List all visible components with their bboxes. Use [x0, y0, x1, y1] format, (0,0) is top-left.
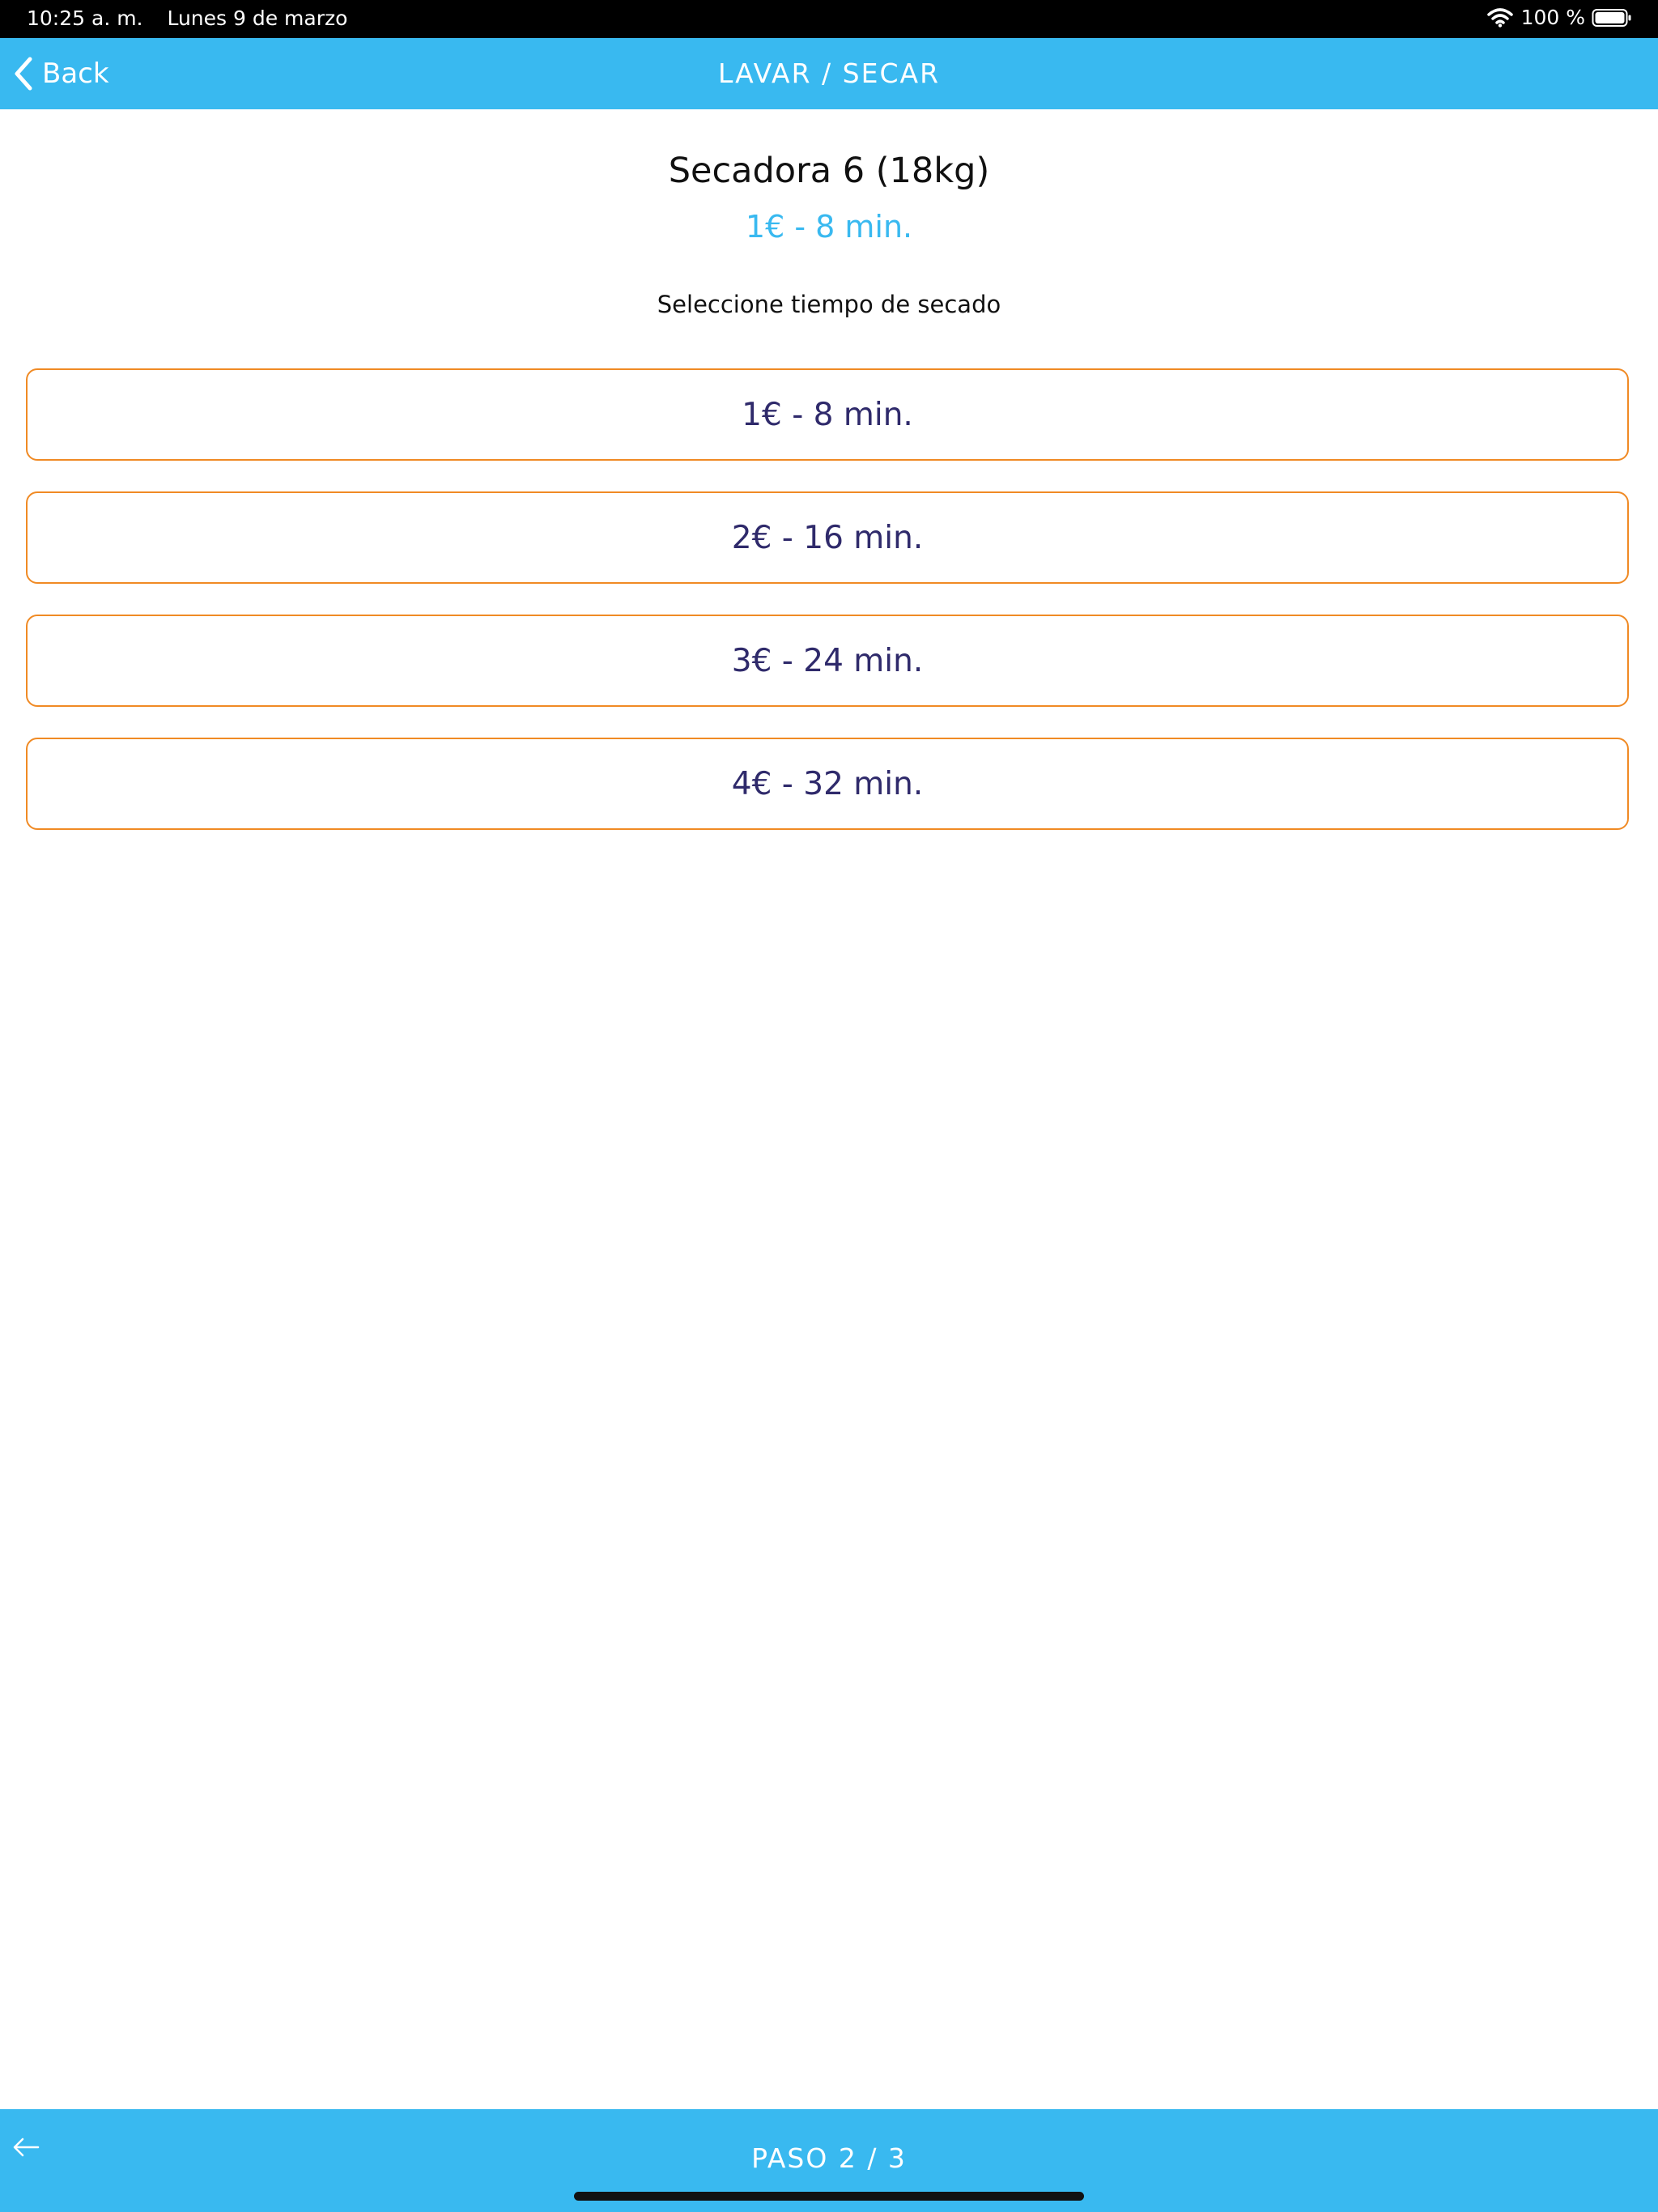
option-button-1[interactable] [26, 368, 1629, 461]
battery-icon [1592, 8, 1632, 28]
option-button-3[interactable] [26, 615, 1629, 707]
home-indicator [574, 2192, 1084, 2201]
machine-price: 1€ - 8 min. [745, 209, 913, 245]
status-left [27, 6, 347, 30]
option-button-2[interactable] [26, 491, 1629, 584]
wifi-icon [1487, 8, 1513, 28]
option-label: 4€ - 32 min. [731, 765, 924, 802]
option-button-4[interactable] [26, 738, 1629, 830]
option-label: 2€ - 16 min. [731, 519, 924, 556]
machine-title: Secadora 6 (18kg) [668, 151, 990, 191]
option-label: 3€ - 24 min. [731, 642, 924, 679]
status-bar [0, 0, 1658, 38]
status-time: 10:25 a. m. [27, 6, 143, 30]
status-date: Lunes 9 de marzo [167, 6, 348, 30]
nav-bar [0, 38, 1658, 109]
page-title: LAVAR / SECAR [717, 57, 940, 89]
option-label: 1€ - 8 min. [742, 396, 913, 433]
status-right [1487, 6, 1632, 29]
back-label: Back [42, 57, 109, 90]
instruction-text: Seleccione tiempo de secado [657, 291, 1001, 318]
step-indicator: PASO 2 / 3 [751, 2142, 907, 2174]
battery-percent: 100 % [1520, 6, 1585, 29]
